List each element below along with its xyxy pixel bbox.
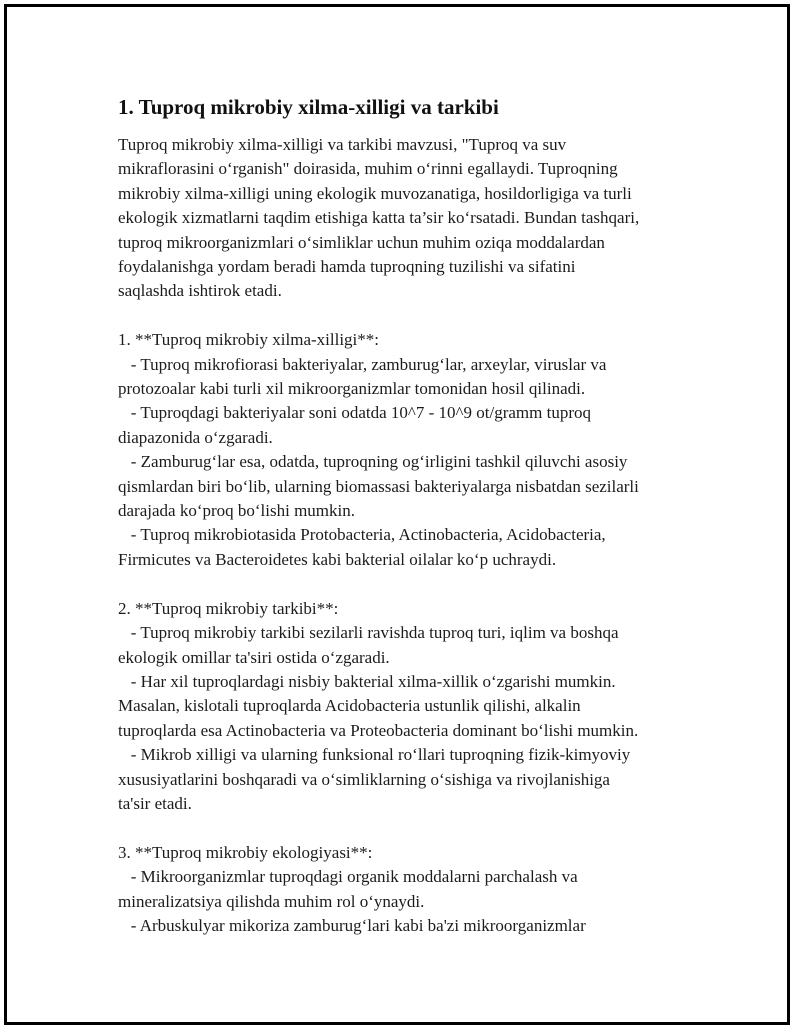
text-line: - Har xil tuproqlardagi nisbiy bakterial xilma-xillik o‘zgarishi mumkin.	[118, 671, 616, 691]
text-line: diapazonida o‘zgaradi.	[118, 427, 273, 447]
text-line: ta'sir etadi.	[118, 793, 192, 813]
text-line: ekologik xizmatlarni taqdim etishiga katta ta’sir ko‘rsatadi. Bundan tashqari,	[118, 208, 640, 228]
section-heading: 1. **Tuproq mikrobiy xilma-xilligi**:	[118, 330, 379, 350]
text-line: protozoalar kabi turli xil mikroorganizmlar tomonidan hosil qilinadi.	[118, 379, 586, 399]
text-line: tuproqlarda esa Actinobacteria va Proteobacteria dominant bo‘lishi mumkin.	[118, 720, 639, 740]
text-line: tuproq mikroorganizmlari o‘simliklar uchun muhim oziqa moddalardan	[118, 232, 605, 252]
section-heading: 2. **Tuproq mikrobiy tarkibi**:	[118, 598, 339, 618]
text-line: - Zamburug‘lar esa, odatda, tuproqning og‘irligini tashkil qiluvchi asosiy	[118, 452, 628, 472]
section-heading: 3. **Tuproq mikrobiy ekologiyasi**:	[118, 842, 373, 862]
text-line: - Mikroorganizmlar tuproqdagi organik moddalarni parchalash va	[118, 867, 578, 887]
text-line: - Tuproq mikrobiy tarkibi sezilarli ravishda tuproq turi, iqlim va boshqa	[118, 623, 619, 643]
text-line: Masalan, kislotali tuproqlarda Acidobacteria ustunlik qilishi, alkalin	[118, 696, 581, 716]
text-line: Tuproq mikrobiy xilma-xilligi va tarkibi mavzusi, "Tuproq va suv	[118, 135, 567, 154]
text-line: foydalanishga yordam beradi hamda tuproqning tuzilishi va sifatini	[118, 257, 576, 277]
section-1	[118, 328, 708, 572]
document-title: 1. Tuproq mikrobiy xilma-xilligi va tarkibi	[118, 95, 499, 119]
section-3	[118, 841, 708, 939]
text-line: - Tuproq mikrofiorasi bakteriyalar, zamburug‘lar, arxeylar, viruslar va	[118, 354, 607, 374]
text-line: - Tuproqdagi bakteriyalar soni odatda 10^7 - 10^9 ot/gramm tuproq	[118, 403, 591, 423]
paragraph-gap	[118, 816, 708, 840]
section-2	[118, 597, 708, 817]
text-line: - Mikrob xilligi va ularning funksional ro‘llari tuproqning fizik-kimyoviy	[118, 745, 631, 765]
document-body	[118, 92, 708, 938]
text-line: mikraflorasini o‘rganish" doirasida, muhim o‘rinni egallaydi. Tuproqning	[118, 159, 618, 179]
text-line: darajada ko‘proq bo‘lishi mumkin.	[118, 501, 356, 521]
paragraph-gap	[118, 304, 708, 328]
text-line: qismlardan biri bo‘lib, ularning biomassasi bakteriyalarga nisbatdan sezilarli	[118, 476, 639, 496]
intro-paragraph	[118, 133, 708, 304]
text-line: - Tuproq mikrobiotasida Protobacteria, Actinobacteria, Acidobacteria,	[118, 525, 606, 545]
paragraph-gap	[118, 572, 708, 596]
text-line: mikrobiy xilma-xilligi uning ekologik muvozanatiga, hosildorligiga va turli	[118, 183, 632, 203]
text-line: mineralizatsiya qilishda muhim rol o‘ynaydi.	[118, 891, 425, 911]
text-line: ekologik omillar ta'siri ostida o‘zgaradi.	[118, 647, 390, 667]
text-line: saqlashda ishtirok etadi.	[118, 281, 282, 301]
text-line: Firmicutes va Bacteroidetes kabi bakterial oilalar ko‘p uchraydi.	[118, 549, 557, 569]
text-line: xususiyatlarini boshqaradi va o‘simliklarning o‘sishiga va rivojlanishiga	[118, 769, 610, 789]
text-line: - Arbuskulyar mikoriza zamburug‘lari kabi ba'zi mikroorganizmlar	[118, 915, 586, 935]
